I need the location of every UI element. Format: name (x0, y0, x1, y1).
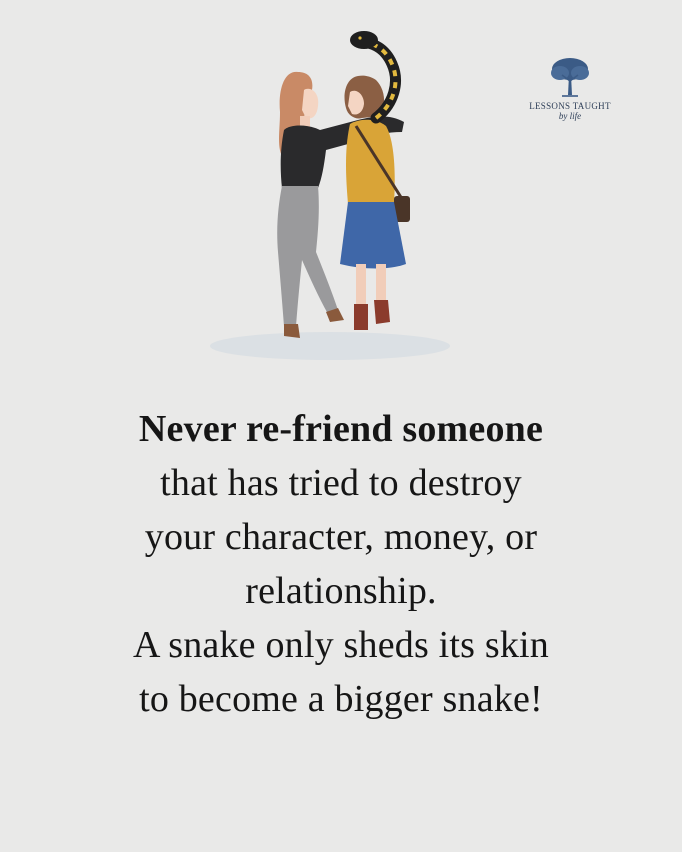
brand-title: LESSONS TAUGHT (529, 101, 611, 111)
snake-head (350, 31, 378, 49)
two-women-snake-illustration (180, 20, 480, 365)
quote-line: your character, money, or (144, 516, 538, 558)
ground-shadow (210, 332, 450, 360)
quote-line: relationship. (245, 570, 437, 612)
brand-subtitle: by life (558, 111, 582, 121)
quote-block (0, 402, 682, 726)
quote-line: A snake only sheds its skin (132, 624, 549, 666)
tree-icon (548, 55, 592, 99)
quote-line: to become a bigger snake! (139, 678, 543, 720)
quote-line: that has tried to destroy (160, 462, 522, 504)
brand-logo (520, 55, 620, 150)
quote-headline: Never re-friend someone (138, 408, 544, 450)
